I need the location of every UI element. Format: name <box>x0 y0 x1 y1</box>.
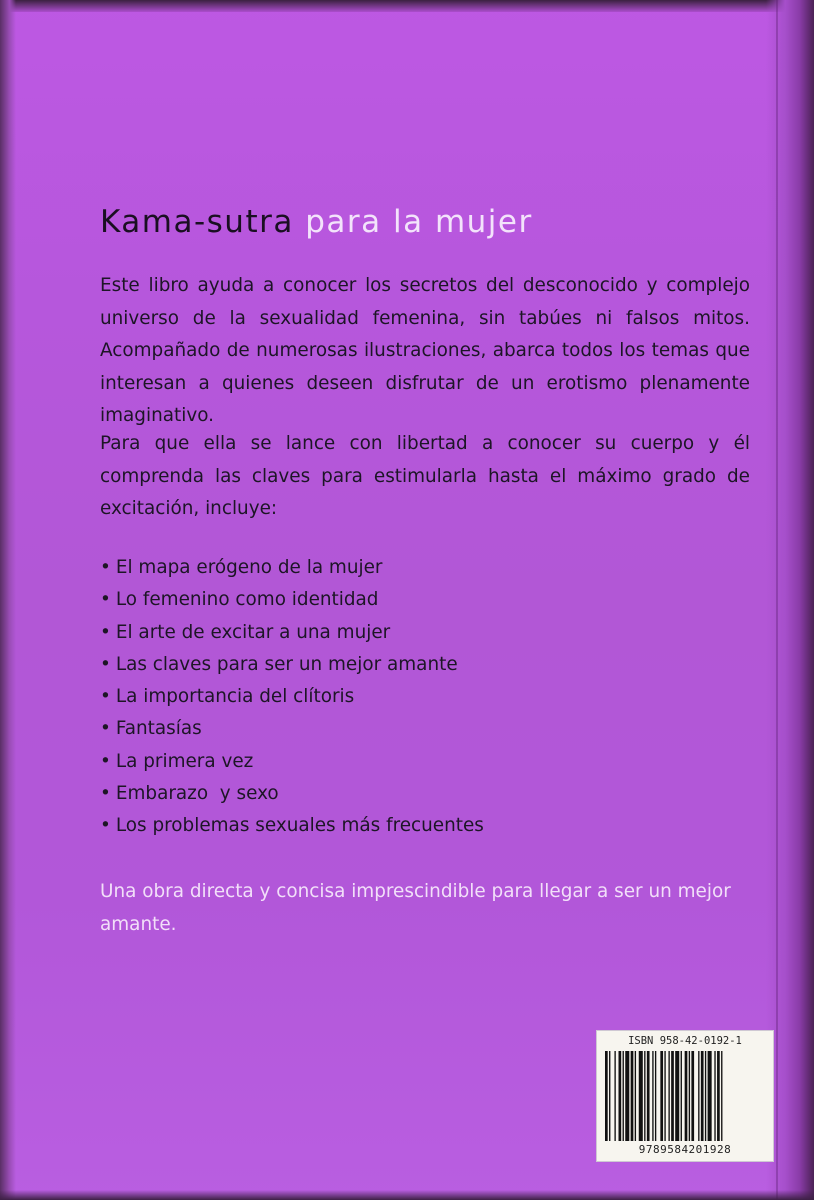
feature-item <box>100 713 484 745</box>
barcode-bar <box>685 1051 688 1141</box>
barcode-bar <box>664 1051 665 1141</box>
feature-label: La importancia del clítoris <box>115 686 355 708</box>
barcode-bar <box>631 1051 634 1141</box>
barcode-bar <box>698 1051 699 1141</box>
feature-item <box>100 746 484 778</box>
barcode-bar <box>691 1051 694 1141</box>
feature-label: Embarazo y sexo <box>115 783 279 805</box>
barcode-bar <box>619 1051 622 1141</box>
barcode-bar <box>717 1051 720 1141</box>
isbn-label: ISBN 958-42-0192-1 <box>628 1035 742 1047</box>
feature-label: La primera vez <box>115 750 254 772</box>
title-part-dark: Kama-sutra <box>100 204 294 240</box>
isbn-barcode <box>596 1030 774 1162</box>
title-part-light: para la mujer <box>305 204 533 240</box>
barcode-bar <box>644 1051 645 1141</box>
feature-item <box>100 681 484 713</box>
feature-label: Los problemas sexuales más frecuentes <box>115 815 484 837</box>
barcode-bar <box>675 1051 679 1141</box>
barcode-bars <box>603 1051 767 1141</box>
barcode-bar <box>614 1051 615 1141</box>
barcode-bar <box>701 1051 704 1141</box>
bullet-icon: • <box>100 653 111 675</box>
feature-label: Fantasías <box>115 718 202 740</box>
bullet-icon: • <box>100 589 111 611</box>
barcode-bar <box>668 1051 669 1141</box>
barcode-bar <box>639 1051 643 1141</box>
book-title <box>100 204 533 240</box>
top-edge <box>0 0 814 12</box>
barcode-bar <box>635 1051 636 1141</box>
bullet-icon: • <box>100 557 111 578</box>
barcode-bar <box>625 1051 629 1141</box>
description-paragraph-1: Este libro ayuda a conocer los secretos del desconocido y complejo universo de la sexualidad femenina, sin tabúes ni falsos mitos. Acompañado de numerosas ilustraciones, abarca todos los temas que interesan a quienes deseen disfrutar de un erotismo plenamente imaginativo. <box>100 275 750 426</box>
bullet-icon: • <box>100 621 111 643</box>
barcode-bar <box>705 1051 706 1141</box>
description-paragraph-2: Para que ella se lance con libertad a conocer su cuerpo y él comprenda las claves para estimularla hasta el máximo grado de excitación, incluye: <box>100 433 750 519</box>
barcode-bar <box>681 1051 682 1141</box>
feature-item <box>100 810 484 842</box>
barcode-bar <box>609 1051 610 1141</box>
barcode-bar <box>708 1051 712 1141</box>
barcode-bar <box>660 1051 663 1141</box>
barcode-bar <box>721 1051 722 1141</box>
feature-item <box>100 778 484 810</box>
closing-statement: Una obra directa y concisa imprescindible para llegar a ser un mejor amante. <box>100 881 731 935</box>
feature-label: El arte de excitar a una mujer <box>115 621 391 643</box>
left-edge <box>0 0 16 1200</box>
feature-label: El mapa erógeno de la mujer <box>115 557 383 578</box>
features-list <box>100 552 484 843</box>
bullet-icon: • <box>100 815 111 837</box>
barcode-bar <box>652 1051 653 1141</box>
barcode-bar <box>655 1051 656 1141</box>
barcode-bar <box>689 1051 690 1141</box>
barcode-bar <box>671 1051 674 1141</box>
spine-fold <box>776 0 778 1200</box>
bottom-edge <box>0 1190 814 1200</box>
barcode-digits: 9789584201928 <box>638 1143 732 1156</box>
feature-item <box>100 617 484 649</box>
feature-item <box>100 552 484 584</box>
right-edge <box>766 0 814 1200</box>
feature-label: Las claves para ser un mejor amante <box>115 653 458 675</box>
barcode-bar <box>605 1051 608 1141</box>
feature-item <box>100 649 484 681</box>
bullet-icon: • <box>100 718 111 740</box>
feature-item <box>100 584 484 616</box>
feature-label: Lo femenino como identidad <box>115 589 379 611</box>
bullet-icon: • <box>100 783 111 805</box>
bullet-icon: • <box>100 686 111 708</box>
barcode-bar <box>714 1051 715 1141</box>
bullet-icon: • <box>100 750 111 772</box>
barcode-bar <box>623 1051 624 1141</box>
barcode-bar <box>647 1051 650 1141</box>
